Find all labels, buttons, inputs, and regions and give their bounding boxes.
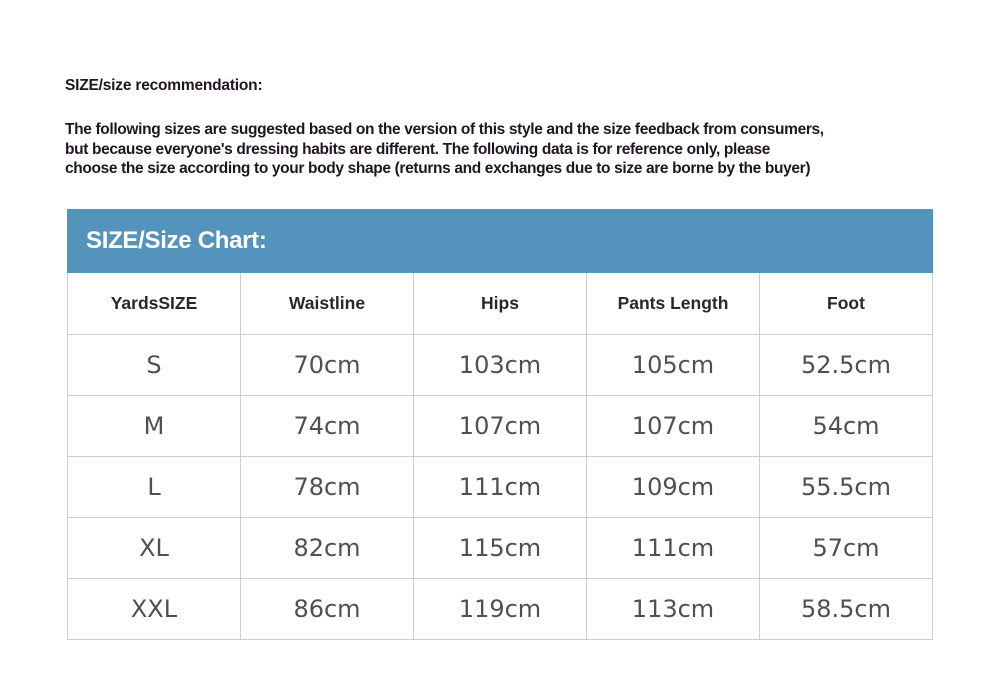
table-cell: 107cm (587, 396, 760, 457)
size-recommendation-text (65, 120, 955, 179)
table-cell: 119cm (414, 579, 587, 640)
table-cell: 115cm (414, 518, 587, 579)
table-cell: 54cm (760, 396, 933, 457)
table-row-xxl (68, 579, 933, 640)
size-label-cell: L (68, 457, 241, 518)
column-header-pants-length: Pants Length (587, 273, 760, 335)
size-label-cell: XL (68, 518, 241, 579)
column-header-waistline: Waistline (241, 273, 414, 335)
table-row-xl (68, 518, 933, 579)
size-recommendation-line-3: choose the size according to your body shape (returns and exchanges due to size are borne by the buyer) (65, 160, 811, 177)
size-recommendation-line-1: The following sizes are suggested based on the version of this style and the size feedback from consumers, (65, 121, 824, 138)
size-label-cell: XXL (68, 579, 241, 640)
table-cell: 111cm (414, 457, 587, 518)
size-label-cell: S (68, 335, 241, 396)
size-chart-table (67, 273, 933, 640)
size-recommendation-heading: SIZE/size recommendation: (65, 77, 263, 94)
table-row-s (68, 335, 933, 396)
size-recommendation-line-2: but because everyone's dressing habits are different. The following data is for reference only, please (65, 140, 771, 158)
table-cell: 109cm (587, 457, 760, 518)
table-cell: 55.5cm (760, 457, 933, 518)
table-cell: 105cm (587, 335, 760, 396)
table-cell: 103cm (414, 335, 587, 396)
size-chart-title-bar (67, 209, 933, 273)
column-header-foot: Foot (760, 273, 933, 335)
table-header-row (68, 273, 933, 335)
size-chart-section (67, 209, 933, 640)
table-row-m (68, 396, 933, 457)
table-cell: 70cm (241, 335, 414, 396)
table-cell: 107cm (414, 396, 587, 457)
column-header-hips: Hips (414, 273, 587, 335)
column-header-size: YardsSIZE (68, 273, 241, 335)
table-cell: 52.5cm (760, 335, 933, 396)
table-cell: 78cm (241, 457, 414, 518)
table-cell: 58.5cm (760, 579, 933, 640)
table-cell: 111cm (587, 518, 760, 579)
table-cell: 57cm (760, 518, 933, 579)
table-cell: 82cm (241, 518, 414, 579)
size-chart-title: SIZE/Size Chart: (86, 227, 267, 254)
table-cell: 113cm (587, 579, 760, 640)
size-label-cell: M (68, 396, 241, 457)
table-row-l (68, 457, 933, 518)
table-cell: 86cm (241, 579, 414, 640)
table-cell: 74cm (241, 396, 414, 457)
